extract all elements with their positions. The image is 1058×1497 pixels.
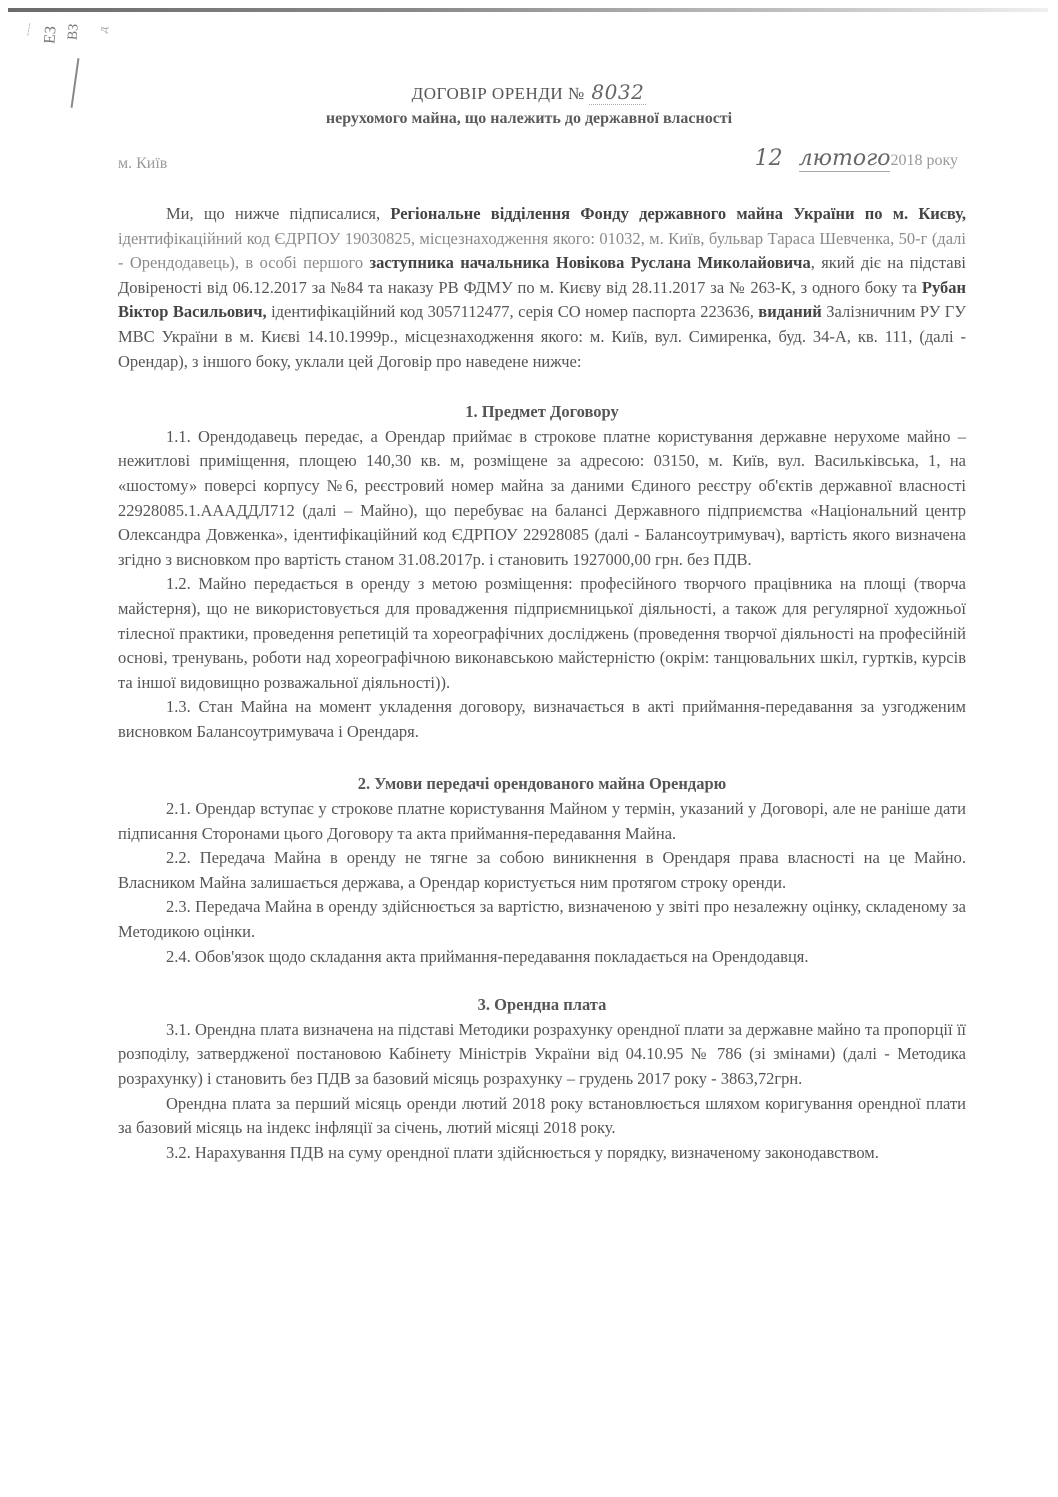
contract-number-handwritten: 8032	[591, 80, 645, 104]
clause-paragraph: 1.3. Стан Майна на момент укладення договору, визначається в акті приймання-передавання за узгодженим висновком Балансоутримувача і Орендаря.	[118, 697, 966, 741]
clause-paragraph: 2.4. Обов'язок щодо складання акта приймання-передавання покладається на Орендодавця.	[166, 946, 809, 966]
document-subtitle: нерухомого майна, що належить до державної власності	[325, 110, 733, 127]
document-body	[118, 202, 966, 1165]
preamble-text: Залізничним РУ ГУ МВС України в м. Києві 14.10.1999р., місцезнаходження якого: м. Київ, вул. Симиренка, буд. 34-А, кв. 111, (далі - Орендар), з іншого боку, уклали цей Договір про наведене нижче:	[118, 302, 966, 371]
clause-paragraph: 2.2. Передача Майна в оренду не тягне за собою виникнення в Орендаря права власності на це Майно. Власником Майна залишається держава, а Орендар користується ним протягом строку оренди.	[118, 848, 966, 892]
contract-date	[755, 146, 958, 171]
clause-paragraph: 2.3. Передача Майна в оренду здійснюється за вартістю, визначеною у звіті про незалежну оцінку, складеному за Методикою оцінки.	[118, 897, 966, 942]
margin-mark: д	[95, 25, 110, 34]
preamble-text: ідентифікаційний код 3057112477, серія СО номер паспорта 223636,	[266, 302, 759, 322]
margin-mark: ----	[22, 21, 36, 38]
city: м. Київ	[118, 155, 168, 172]
preamble-paragraph	[118, 202, 966, 374]
section-heading: 2. Умови передачі орендованого майна Орендарю	[357, 774, 727, 794]
clause-paragraph: 3.2. Нарахування ПДВ на суму орендної плати здійснюється у порядку, визначеному законодавством.	[166, 1142, 879, 1162]
preamble-text: Ми, що нижче підписалися,	[166, 204, 391, 223]
clause-paragraph: 2.1. Орендар вступає у строкове платне користування Майном у термін, указаний у Договорі, але не раніше дати підписання Сторонами цього Договору та акта приймання-передавання Майна.	[118, 799, 966, 843]
issued-label: виданий	[758, 302, 822, 322]
date-day-handwritten: 12	[754, 146, 783, 171]
clause-paragraph: 3.1. Орендна плата визначена на підставі Методики розрахунку орендної плати за державне майно та пропорції її розподілу, затвердженої постановою Кабінету Міністрів України від 04.10.95 № 786 (зі змінами) (далі - Методика розрахунку) і становить без ПДВ за базовий місяць розрахунку – грудень 2017 року - 3863,72грн.	[118, 1019, 966, 1088]
clause-paragraph: Орендна плата за перший місяць оренди лютий 2018 року встановлюється шляхом коригування орендної плати за базовий місяць на індекс інфляції за січень, лютий місяці 2018 року.	[118, 1093, 966, 1138]
scan-top-edge	[8, 8, 1048, 12]
margin-mark: ВЗ	[65, 23, 82, 41]
lessor-name: Регіональне відділення Фонду державного майна України по м. Києву,	[390, 204, 967, 223]
date-year: 2018 року	[890, 152, 958, 169]
clause-paragraph: 1.1. Орендодавець передає, а Орендар приймає в строкове платне користування державне нерухоме майно – нежитлові приміщення, площею 140,30 кв. м, розміщене за адресою: 03150, м. Київ, вул. Васильківська, 1, на «шостому» поверсі корпусу №6, реєстровий номер майна за даними Єдиного реєстру об'єктів державної власності 22928085.1.АААДДЛ712 (далі – Майно), що перебуває на балансі Державного підприємства «Національний центр Олександра Довженка», ідентифікаційний код ЄДРПОУ 22928085 (далі - Балансоутримувач), вартість якого визначена згідно з висновком про вартість станом 31.08.2017р. і становить 1927000,00 грн. без ПДВ.	[118, 426, 966, 569]
document-title	[0, 80, 1058, 104]
representative-title: заступника начальника	[369, 253, 550, 273]
section-heading: 1. Предмет Договору	[465, 402, 619, 422]
date-month-handwritten: лютого	[798, 146, 891, 171]
representative-name: Новікова Руслана Миколайовича	[555, 253, 811, 273]
clause-paragraph: 1.2. Майно передається в оренду з метою розміщення: професійного творчого працівника на площі (творча майстерня), що не використовується для провадження підприємницької діяльності, а також для регулярної художньої тілесної практики, проведення репетицій та хореографічних досліджень (проведення творчої діяльності на професійній основі, тренувань, роботи над хореографічною виконавською майстерністю (окрім: танцювальних шкіл, гуртків, курсів та іншої видовищно розважальної діяльності)).	[118, 574, 966, 692]
title-text: ДОГОВІР ОРЕНДИ №	[411, 84, 585, 103]
preamble-text: , який діє на підставі Довіреності від 06.12.2017 за №84 та наказу РВ ФДМУ по м. Києву від 28.11.2017 за № 263-К, з одного боку та	[118, 253, 966, 297]
preamble-text: ідентифікаційний код ЄДРПОУ 19030825, місцезнаходження якого: 01032, м. Київ, бульвар Тараса Шевченка, 50-г (далі - Орендодавець), в особі першого	[118, 228, 966, 273]
section-heading: 3. Орендна плата	[477, 995, 607, 1015]
lessee-name: Рубан Віктор Васильович,	[118, 277, 966, 322]
margin-mark: ЕЗ	[41, 25, 60, 45]
